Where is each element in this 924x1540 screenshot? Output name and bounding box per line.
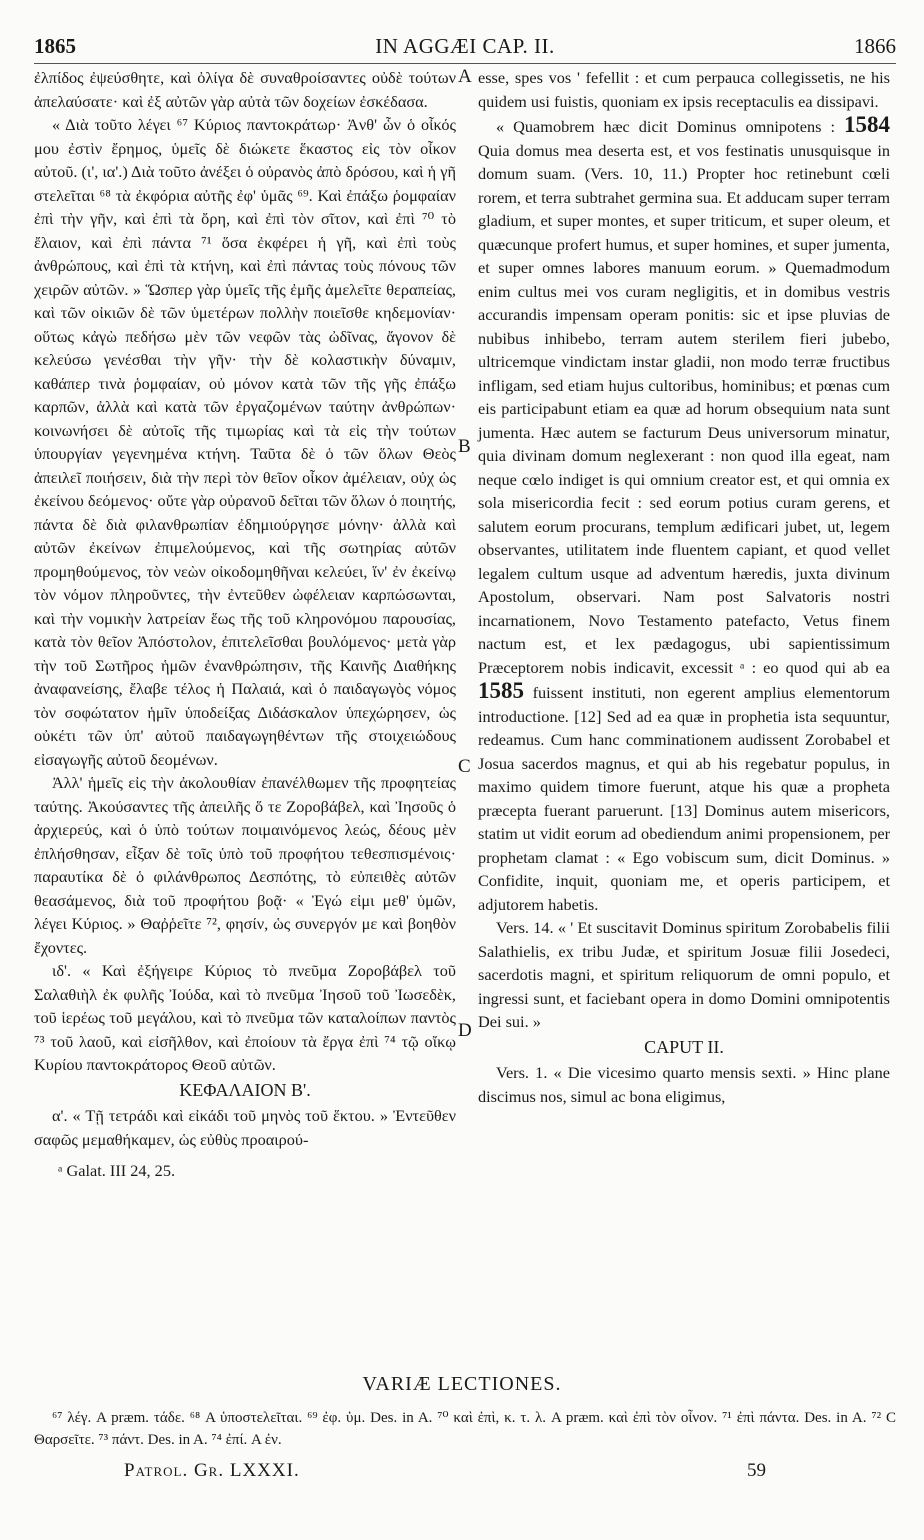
latin-paragraph: [478, 113, 890, 916]
header-rule: [34, 63, 896, 64]
greek-paragraph: Ἀλλ' ἡμεῖς εἰς τὴν ἀκολουθίαν ἐπανέλθωμεν τῆς προφητείας ταύτης. Ἀκούσαντες τῆς ἀπειλῆς ὅ τε Ζοροβάβελ, καὶ Ἰησοῦς ὁ ἀρχιερεύς, καὶ ὁ ὑπὸ τούτων ποιμαινόμενος λεώς, δέους μὲν ἐπλήσθησαν, εἶξαν δὲ τοῖς ὑπὸ τοῦ προφήτου τεθεσπισμένοις· παραυτίκα δὲ ὁ φιλάνθρωπος Δεσπότης, τὸ εὐπειθὲς αὐτῶν θεασάμενος, διὰ τοῦ προφήτου βοᾷ· « Ἐγώ εἰμι μεθ' ὑμῶν, λέγει Κύριος. » Θαῤῥεῖτε ⁷², φησίν, ὡς συνεργόν με καὶ βοηθὸν ἔχοντες.: [34, 773, 456, 957]
left-page-number: 1865: [34, 34, 76, 58]
greek-footnote: ᵃ Galat. III 24, 25.: [58, 1161, 176, 1180]
latin-text: « Quamobrem hæc dicit Dominus omnipotens :: [496, 117, 835, 136]
right-page-number: 1866: [854, 34, 896, 58]
latin-text: Quia domus mea deserta est, et vos festinatis unusquisque in domum suam. (Vers. 10, 11.) Propter hoc retinebunt cœli rorem, et terra subtrahet germina sua. Et adducam super terram gladium, et super montes, et super triticum, et super oleum, et quæcunque profert humus, et super homines, et super jumenta, et super omnes labores manuum eorum. » Quemadmodum enim cultus mei vos curam negligitis, et in domibus vestris accurandis impensam operam ponitis: sic et ipse pluvias de nubibus inhibebo, terram autem sterilem fieri jubebo, ultricemque vindictam instar gladii, non modo terræ fructibus infligam, sed etiam hujus cultoribus, hominibus; et pœnas cum eis participabunt etiam ea quæ ad horum obsequium nata sunt jumenta. Hæc autem se facturum Deus universorum minatur, quia divinam domum neglexerant : non quod illa egeat, nam neque cœlo indiget is qui omnium creator est, et qui omnia ex sola misericordia fecit : sed eorum potius curam gerens, et salutem eorum procurans, templum ædificari jubet, ut, legem observantes, utilitatem inde fluentem capiant, et quod vellet legalem cultum usque ad adventum hæredis, juxta divinum Apostolum, observari. Nam post Salvatoris nostri incarnationem, Novo Testamento patefacto, Vetus finem nactum est, et lex pædagogus, ubi sapientissimum Præceptorem nobis indicavit, excessit ᵃ : eo quod qui ab ea: [478, 140, 890, 677]
greek-paragraph: « Διὰ τοῦτο λέγει ⁶⁷ Κύριος παντοκράτωρ· Ἀνθ' ὧν ὁ οἶκός μου ἐστὶν ἔρημος, ὑμεῖς δὲ διώκετε ἕκαστος εἰς τὸν οἶκον αὐτοῦ. (ι', ια'.) Διὰ τοῦτο ἀνέξει ὁ οὐρανὸς ἀπὸ δρόσου, καὶ ἡ γῆ στελεῖται ⁶⁸ τὰ ἐκφόρια αὐτῆς ἐφ' ὑμᾶς ⁶⁹. Καὶ ἐπάξω ῥομφαίαν ἐπὶ τὴν γῆν, καὶ ἐπὶ τὰ ὄρη, καὶ ἐπὶ τὸν σῖτον, καὶ ἐπὶ ⁷⁰ τὸ ἔλαιον, καὶ ἐπὶ πάντα ⁷¹ ὅσα ἐκφέρει ἡ γῆ, καὶ ἐπὶ τοὺς ἀνθρώπους, καὶ ἐπὶ τὰ κτήνη, καὶ ἐπὶ πάντας τοὺς πόνους τῶν χειρῶν αὐτῶν. » Ὥσπερ γὰρ ὑμεῖς τῆς ἐμῆς ἀμελεῖτε θεραπείας, καὶ τῶν οἰκιῶν δὲ τῶν ὑμετέρων πολλὴν ποιεῖσθε κηδεμονίαν· οὕτως κἀγὼ πεδήσω μὲν τῶν νεφῶν τὰς ὠδῖνας, ἄγονον δὲ κελεύσω γενέσθαι τὴν γῆν· τὴν δὲ κολαστικὴν δύναμιν, καθάπερ τινὰ ῥομφαίαν, οὐ μόνον κατὰ τῶν τῆς γῆς ἐπάξω καρπῶν, ἀλλὰ καὶ κατὰ τῶν ἐργαζομένων ταύτην ἀνθρώπων· κοινωνήσει δὲ αὐτοῖς τῆς τιμωρίας καὶ τὰ εἰς τὴν τούτων ὑπουργίαν γεγενημένα κτήνη. Ταῦτα δὲ ὁ τῶν ὅλων Θεὸς ἀπειλεῖ ποιήσειν, διὰ τὴν περὶ τὸν θεῖον οἶκον ἀμέλειαν, οὐχ ὡς ἐκείνου δεόμενος· οὔτε γὰρ οὐρανοῦ δεῖται τῶν ὅλων ὁ ποιητής, πάντα δὲ διὰ φιλανθρωπίαν ἐδημιούργησε μόνην· ἀλλὰ καὶ αὐτῶν ἐκείνων ἐπιμελούμενος, καὶ τῆς σωτηρίας αὐτῶν προμηθούμενος, τὸν νεὼν οἰκοδομηθῆναι κελεύει, ἵν' ἐν ἐκείνῳ τὸν νόμον πληροῦντες, τὴν ἐντεῦθεν ὠφέλειαν καρπώσωνται, καὶ τὴν νομικὴν λατρείαν ἕως τῆς τοῦ κληρονόμου παρουσίας, κατὰ τὸν θεῖον Ἀπόστολον, ἐπιτελεῖσθαι βουλόμενος· μετὰ γὰρ τὴν τοῦ Σωτῆρος ἡμῶν ἐνανθρώπησιν, τῆς Καινῆς Διαθήκης ἀναφανείσης, ἔλαβε τέλος ἡ Παλαιά, καὶ ὁ παιδαγωγὸς νόμος τὸν σοφώτατον ἡμῖν ὑποδείξας Διδάσκαλον ὑπεχώρησεν, ὡς οὐκέτι τῶν ὑπ' αὐτοῦ παιδαγωγηθέντων τῆς στοιχειώδους εἰσαγωγῆς αὐτοῦ δεομένων.: [34, 115, 456, 769]
page-header: [34, 34, 896, 64]
margin-marker-b: B: [458, 436, 471, 457]
latin-chapter-heading: CAPUT II.: [644, 1036, 724, 1057]
footer-signature: Patrol. Gr. LXXXI.: [124, 1460, 300, 1481]
column-number: 1585: [478, 678, 524, 703]
running-title: IN AGGÆI CAP. II.: [375, 34, 555, 58]
latin-paragraph: esse, spes vos ' fefellit : et cum perpauca collegissetis, ne his quidem usi fuistis, quoniam ex ipsis receptaculis ea dissipavi.: [478, 68, 890, 111]
margin-marker-c: C: [458, 756, 471, 777]
greek-paragraph: ἐλπίδος ἐψεύσθητε, καὶ ὀλίγα δὲ συναθροίσαντες οὐδὲ τούτων ἀπελαύσατε· καὶ ἐξ αὐτῶν γὰρ αὐτὰ τῶν δοχείων ἐσκέδασα.: [34, 68, 456, 111]
greek-chapter-heading: ΚΕΦΑΛΑΙΟΝ Β'.: [179, 1079, 311, 1100]
margin-marker-a: A: [458, 66, 472, 87]
variae-lectiones-text: ⁶⁷ λέγ. A præm. τάδε. ⁶⁸ A ὑποστελεῖται. ⁶⁹ ἐφ. ὑμ. Des. in A. ⁷⁰ καὶ ἐπὶ, κ. τ. λ. A præm. καὶ ἐπὶ τὸν οἶνον. ⁷¹ ἐπὶ πάντα. Des. in A. ⁷² C Θαρσεῖτε. ⁷³ πάντ. Des. in A. ⁷⁴ ἐπί. A ἐν.: [34, 1410, 896, 1448]
latin-column: [478, 66, 890, 1108]
column-number: 1584: [844, 112, 890, 137]
margin-marker-d: D: [458, 1020, 472, 1041]
greek-paragraph: ιδ'. « Καὶ ἐξήγειρε Κύριος τὸ πνεῦμα Ζοροβάβελ τοῦ Σαλαθιὴλ ἐκ φυλῆς Ἰούδα, καὶ τὸ πνεῦμα Ἰησοῦ τοῦ Ἰωσεδὲκ, τοῦ ἱερέως τοῦ μεγάλου, καὶ τὸ πνεῦμα τῶν καταλοίπων παντὸς ⁷³ τοῦ λαοῦ, καὶ εἰσῆλθον, καὶ ἐποίουν τὰ ἔργα ἐπὶ ⁷⁴ τῷ οἴκῳ Κυρίου παντοκράτορος Θεοῦ αὐτῶν.: [34, 961, 456, 1074]
greek-paragraph: α'. « Τῇ τετράδι καὶ εἰκάδι τοῦ μηνὸς τοῦ ἕκτου. » Ἐντεῦθεν σαφῶς μεμαθήκαμεν, ὡς εὐθὺς προαιρού-: [34, 1106, 456, 1149]
variae-lectiones-title: VARIÆ LECTIONES.: [362, 1373, 562, 1395]
greek-column: [34, 66, 456, 1183]
latin-text: fuissent instituti, non egerent amplius elementorum introductione. [12] Sed ad ea quæ in prophetia ista sequuntur, redeamus. Cum hanc comminationem audissent Zorobabel et Josua sacerdos magnus, et qui ab his regebatur populus, in maximo quidem timore fuerunt, atque his quæ a propheta præcepta fuerant paruerunt. [13] Dominus autem misericors, statim ut vidit eorum ad obediendum animi propensionem, per prophetam clamat : « Ego vobiscum sum, dicit Dominus. » Confidite, inquit, quoniam me, et operis participem, et adjutorem habetis.: [478, 683, 890, 914]
latin-paragraph: Vers. 14. « ' Et suscitavit Dominus spiritum Zorobabelis filii Salathielis, ex tribu Judæ, et spiritum Josuæ filii Josedeci, sacerdotis magni, et spiritum reliquorum de omni populo, et ingressi sunt, et faciebant opera in domo Domini omnipotentis Dei sui. »: [478, 918, 890, 1031]
latin-paragraph: Vers. 1. « Die vicesimo quarto mensis sexti. » Hinc plane discimus nos, simul ac bona eligimus,: [478, 1063, 890, 1106]
footer-sheet-number: 59: [747, 1460, 766, 1481]
